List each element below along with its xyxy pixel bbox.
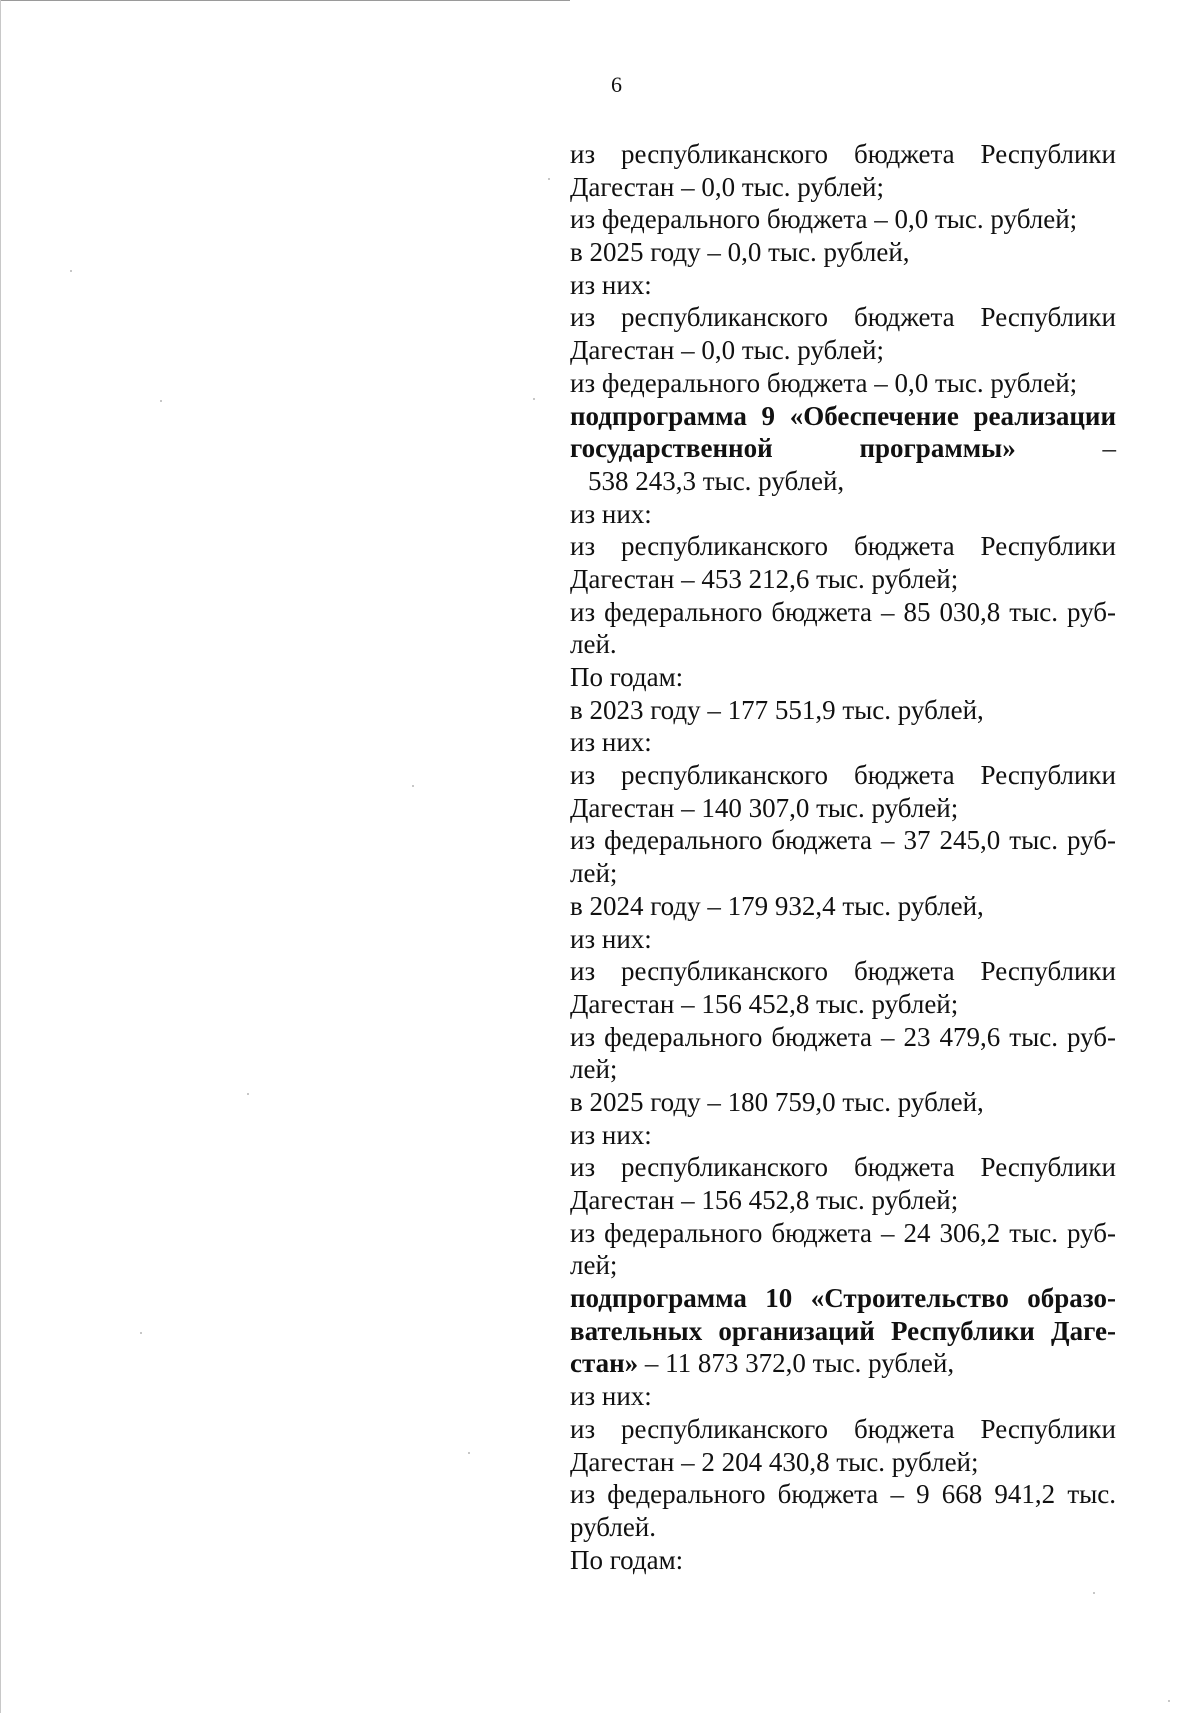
text-segment: в 2023 году – 177 551,9 тыс. рублей, (570, 694, 984, 725)
text-segment: из республиканского бюджета Республики (570, 302, 1116, 333)
scan-speck (70, 270, 72, 272)
text-segment: из них: (570, 727, 652, 758)
text-segment: – (1015, 433, 1117, 464)
text-segment: – 11 873 372,0 тыс. рублей, (638, 1348, 955, 1379)
text-segment: из республиканского бюджета Республики (570, 139, 1116, 169)
text-segment: из федерального бюджета – 24 306,2 тыс. руб- (570, 1217, 1116, 1248)
scan-speck (1093, 1592, 1095, 1594)
text-line (570, 1151, 1116, 1184)
text-segment: Дагестан – 156 452,8 тыс. рублей; (570, 988, 959, 1019)
bold-text-segment: стан» (570, 1348, 639, 1379)
text-line (570, 1086, 1116, 1119)
bold-text-segment: подпрограмма 9 «Обеспечение реализации (570, 400, 1116, 431)
text-line (570, 1315, 1116, 1348)
text-line (570, 334, 1116, 367)
text-line (570, 1478, 1116, 1511)
text-line (570, 138, 1116, 171)
text-segment: из них: (570, 1119, 652, 1150)
text-segment: из федерального бюджета – 23 479,6 тыс. руб- (570, 1021, 1116, 1052)
text-line (570, 661, 1116, 694)
text-segment: из федерального бюджета – 0,0 тыс. рублей; (570, 367, 1078, 398)
text-line (570, 400, 1116, 433)
text-line (570, 955, 1116, 988)
text-segment: По годам: (570, 662, 684, 692)
text-segment: в 2025 году – 180 759,0 тыс. рублей, (570, 1086, 984, 1117)
text-segment: из республиканского бюджета Республики (570, 956, 1116, 987)
text-line (570, 1544, 1116, 1577)
scan-edge-top (0, 0, 570, 1)
text-segment: из федерального бюджета – 37 245,0 тыс. руб- (570, 825, 1116, 856)
text-segment: из федерального бюджета – 0,0 тыс. рублей; (570, 204, 1078, 235)
bold-text-segment: подпрограмма 10 «Строительство образо- (570, 1283, 1116, 1314)
text-line (570, 563, 1116, 596)
text-segment: лей; (570, 1054, 618, 1085)
text-line (570, 203, 1116, 236)
scan-speck (468, 1452, 470, 1454)
text-line (570, 498, 1116, 531)
text-segment: Дагестан – 2 204 430,8 тыс. рублей; (570, 1446, 979, 1477)
text-line (570, 1249, 1116, 1282)
text-segment: из них: (570, 498, 652, 529)
text-segment: Дагестан – 0,0 тыс. рублей; (570, 335, 885, 366)
bold-text-segment: государственной программы» (570, 433, 1016, 464)
document-body (570, 138, 1116, 1576)
text-line (570, 367, 1116, 400)
bold-text-segment: вательных организаций Республики Даге- (570, 1315, 1116, 1346)
text-segment: Дагестан – 0,0 тыс. рублей; (570, 171, 885, 202)
text-segment: в 2025 году – 0,0 тыс. рублей, (570, 237, 910, 268)
text-line (570, 1053, 1116, 1086)
text-line (570, 923, 1116, 956)
text-line (570, 236, 1116, 269)
text-line (570, 171, 1116, 204)
text-segment: Дагестан – 453 212,6 тыс. рублей; (570, 563, 959, 594)
text-line (570, 857, 1116, 890)
text-line (570, 824, 1116, 857)
text-segment: 538 243,3 тыс. рублей, (588, 465, 845, 496)
text-segment: лей; (570, 858, 618, 889)
text-segment: рублей. (570, 1511, 657, 1542)
scan-edge-left (0, 0, 1, 1713)
text-line (570, 465, 1116, 498)
text-segment: лей; (570, 1250, 618, 1281)
text-line (570, 1347, 1116, 1380)
text-segment: из федерального бюджета – 9 668 941,2 тыс. (570, 1479, 1116, 1510)
text-line (570, 1217, 1116, 1250)
text-line (570, 726, 1116, 759)
text-line (570, 759, 1116, 792)
text-line (570, 694, 1116, 727)
text-line (570, 530, 1116, 563)
text-line (570, 890, 1116, 923)
text-segment: из республиканского бюджета Республики (570, 1413, 1116, 1444)
scan-speck (533, 398, 535, 400)
text-line (570, 628, 1116, 661)
page-number: 6 (611, 72, 622, 97)
text-line (570, 301, 1116, 334)
text-line (570, 1184, 1116, 1217)
text-segment: из федерального бюджета – 85 030,8 тыс. руб- (570, 596, 1116, 627)
text-segment: из них: (570, 1381, 652, 1412)
text-segment: из республиканского бюджета Республики (570, 531, 1116, 562)
text-line (570, 1511, 1116, 1544)
text-segment: из них: (570, 923, 652, 954)
text-line (570, 792, 1116, 825)
scan-speck (160, 400, 162, 402)
text-line (570, 1021, 1116, 1054)
text-segment: Дагестан – 156 452,8 тыс. рублей; (570, 1185, 959, 1215)
text-segment: Дагестан – 140 307,0 тыс. рублей; (570, 792, 959, 823)
text-segment: из них: (570, 269, 652, 300)
text-segment: из республиканского бюджета Республики (570, 760, 1116, 791)
text-line (570, 1446, 1116, 1479)
scan-speck (140, 1332, 142, 1334)
text-line (570, 1119, 1116, 1152)
scan-speck (548, 178, 550, 180)
scan-speck (412, 785, 414, 787)
text-line (570, 1380, 1116, 1413)
text-line (570, 1282, 1116, 1315)
text-line (570, 988, 1116, 1021)
text-line (570, 596, 1116, 629)
text-line (570, 269, 1116, 302)
text-segment: в 2024 году – 179 932,4 тыс. рублей, (570, 890, 984, 921)
text-segment: По годам: (570, 1544, 684, 1575)
text-segment: из республиканского бюджета Республики (570, 1152, 1116, 1183)
text-segment: лей. (570, 629, 617, 660)
scan-speck (247, 1093, 249, 1095)
text-line (570, 432, 1116, 465)
text-line (570, 1413, 1116, 1446)
scan-speck (1168, 1700, 1170, 1702)
